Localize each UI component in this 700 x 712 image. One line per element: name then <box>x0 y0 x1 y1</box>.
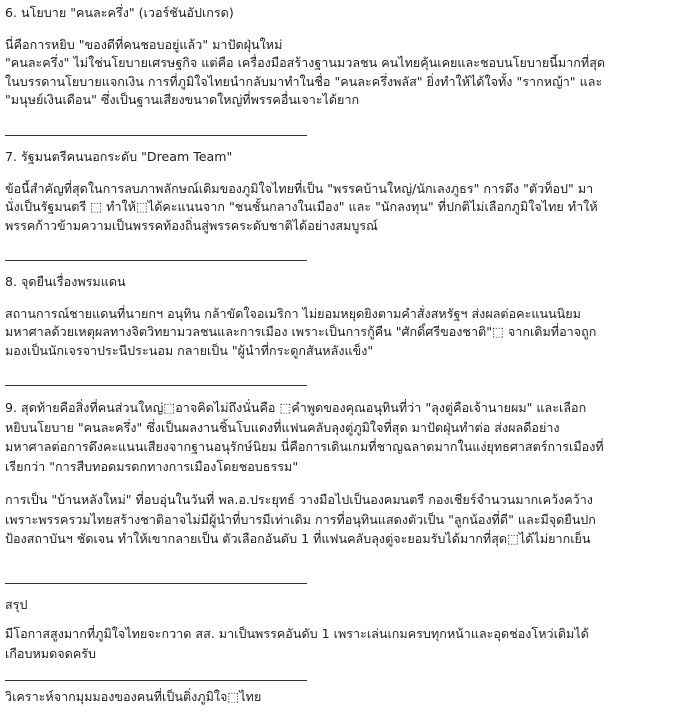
divider <box>5 385 307 386</box>
footer-text: วิเคราะห์จากมุมมองของคนที่เป็นติ่งภูมิใจ⬚ไทย <box>5 689 262 704</box>
section-heading: 7. รัฐมนตรีคนนอกระดับ "Dream Team" <box>5 149 233 164</box>
paragraph-line: มหาศาลต่อการดึงคะแนนเสียงจากฐานอนุรักษ์นิยม นี่คือการเดินเกมที่ชาญฉลาดมากในแง่ยุทธศาสตร์การเมืองที่ <box>5 439 604 454</box>
section-6 <box>5 4 700 22</box>
footer-note <box>5 688 700 706</box>
paragraph-line: นั่งเป็นรัฐมนตรี ⬚ ทำให้⬚ได้คะแนนจาก "ชนชั้นกลางในเมือง" และ "นักลงทุน" ที่ปกติไม่เลือกภูมิใจไทย ทำให้ <box>5 199 598 215</box>
paragraph-line: มองเป็นนักเจรจาประนีประนอม กลายเป็น "ผู้นำที่กระดูกสันหลังแข็ง" <box>5 342 374 358</box>
section-7 <box>5 148 700 166</box>
divider <box>5 135 307 136</box>
section-heading: 6. นโยบาย "คนละครึ่ง" (เวอร์ชันอัปเกรด) <box>5 5 234 20</box>
summary-body <box>5 624 700 663</box>
paragraph-line: มหาศาลด้วยเหตุผลทางจิตวิทยามวลชนและการเมือง เพราะเป็นการกู้คืน "ศักดิ์ศรีของชาติ"⬚ จากเดิมที่อาจถูก <box>5 324 597 340</box>
paragraph-line: หยิบนโยบาย "คนละครึ่ง" ซึ่งเป็นผลงานชิ้นโบแดงที่แฟนคลับลุงตู่ภูมิใจที่สุด มาปัดฝุ่นทำต่อ ส่งผลดีอย่าง <box>5 419 560 435</box>
paragraph-line: พรรคก้าวข้ามความเป็นพรรคท้องถิ่นสู่พรรคระดับชาติได้อย่างสมบูรณ์ <box>5 217 378 233</box>
divider <box>5 680 307 681</box>
paragraph-line: 9. สุดท้ายคือสิ่งที่คนส่วนใหญ่⬚อาจคิดไม่ถึงนั่นคือ ⬚คำพูดของคุณอนุทินที่ว่า "ลุงตู่คือเจ้านายผม" และเลือก <box>5 400 587 415</box>
paragraph-line: สถานการณ์ชายแดนที่นายกฯ อนุทิน กล้าขัดใจอเมริกา ไม่ยอมหยุดยิงตามคำสั่งสหรัฐฯ ส่งผลต่อคะแนนนิยม <box>5 306 581 321</box>
paragraph-line: ข้อนี้สำคัญที่สุดในการลบภาพลักษณ์เดิมของภูมิใจไทยที่เป็น "พรรคบ้านใหญ่/นักเลงภูธร" การดึง "ตัวท็อป" มา <box>5 181 594 196</box>
section-8-body <box>5 305 700 360</box>
section-9-body <box>5 398 700 476</box>
paragraph-line: "คนละครึ่ง" ไม่ใช่นโยบายเศรษฐกิจ แต่คือ เครื่องมือสร้างฐานมวลชน คนไทยคุ้นเคยและชอบนโยบายนี้มากที่สุด <box>5 55 606 71</box>
section-6-body <box>5 36 700 109</box>
paragraph-line: เพราะพรรครวมไทยสร้างชาติอาจไม่มีผู้นำที่บารมีเท่าเดิม การที่อนุทินแสดงตัวเป็น "ลูกน้องที่ดี" และมีจุดยืนปก <box>5 511 596 527</box>
paragraph-line: เรียกว่า "การสืบทอดมรดกทางการเมืองโดยชอบธรรม" <box>5 458 299 474</box>
paragraph-line: "มนุษย์เงินเดือน" ซึ่งเป็นฐานเสียงขนาดใหญ่ที่พรรคอื่นเจาะได้ยาก <box>5 91 360 107</box>
section-7-body <box>5 180 700 235</box>
divider <box>5 260 307 261</box>
paragraph-line: มีโอกาสสูงมากที่ภูมิใจไทยจะกวาด สส. มาเป็นพรรคอันดับ 1 เพราะเล่นเกมครบทุกหน้าและอุดช่องโหว่เดิมได้ <box>5 626 589 641</box>
section-heading: 8. จุดยืนเรื่องพรมแดน <box>5 274 126 289</box>
paragraph-line: การเป็น "บ้านหลังใหม่" ที่อบอุ่นในวันที่ พล.อ.ประยุทธ์ วางมือไปเป็นองคมนตรี กองเชียร์จำนวนมากเคว้งคว้าง <box>5 492 593 507</box>
section-heading: สรุป <box>5 597 28 612</box>
section-9-body-2 <box>5 490 700 549</box>
summary-section <box>5 596 700 614</box>
paragraph-line: ในบรรดานโยบายแจกเงิน การที่ภูมิใจไทยนำกลับมาทำในชื่อ "คนละครึ่งพลัส" ยิ่งทำให้ได้ใจทั้ง "รากหญ้า" และ <box>5 73 603 89</box>
section-8 <box>5 273 700 291</box>
paragraph-line: นี่คือการหยิบ "ของดีที่คนชอบอยู่แล้ว" มาปัดฝุ่นใหม่ <box>5 37 283 52</box>
paragraph-line: ป้องสถาบันฯ ชัดเจน ทำให้เขากลายเป็น ตัวเลือกอันดับ 1 ที่แฟนคลับลุงตู่จะยอมรับได้มากที่สุด⬚ได้ไม่ยากเย็น <box>5 531 591 546</box>
paragraph-line: เกือบหมดจดครับ <box>5 645 97 661</box>
divider <box>5 583 307 584</box>
